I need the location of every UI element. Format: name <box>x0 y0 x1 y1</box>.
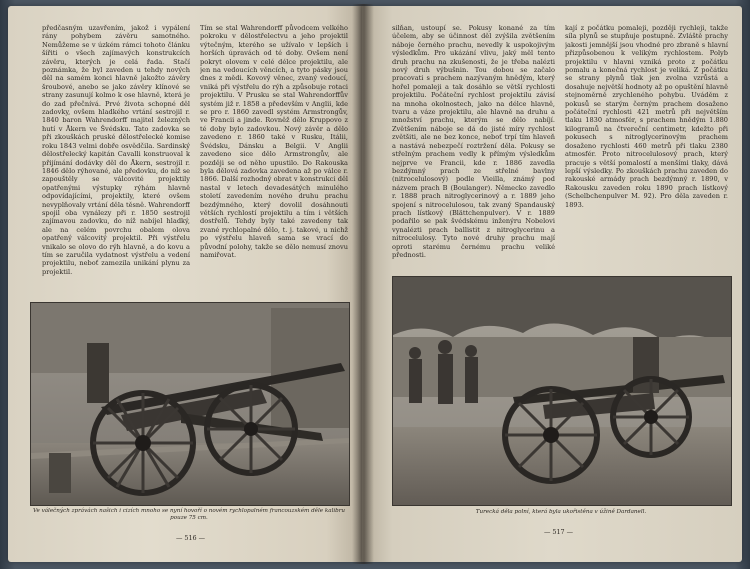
left-page-columns <box>42 24 348 302</box>
left-page-column-1: předčasným uzavřením, jakož i vypálení rány pohybem závěru samotného. Nemůžeme se v úzkém rámci tohoto článku šířiti o všech zajímavých konstrukcích závěru, kterých je celá řada. Stačí poznámka, že byl zaveden u tehdy nových děl na samém konci hlavně jakožto závěry šroubové, anebo se jako závěry klínové se strany zasunují kolmo k ose hlavně, která je do zad přečnívá. Prvé života schopné děl zadovky, ovšem hladkého vrtání sestrojil r. 1840 baron Wahrendorff majitel železných hutí v Åkern ve Švédsku. Tato zadovka se při zkouškách pruské dělostřelecké komise roku 1843 velmi dobře osvědčila. Sardinský dělostřelecký kapitán Cavalli konstruoval k přijímání dodávky děl do Åkern, sestrojil r. 1846 dělo rýhované, ale předovku, do níž se zapouštěly se válcovité projektily opatřenými výstupky rýhám hlavně odpovídajícími, projektily, které ovšem nevyplňovaly vrtání děla těsně. Wahrendorff spojil oba vynálezy při r. 1850 sestrojil zajímavou zadovku, do níž nabíjel hladký, ale na celém povrchu obalem olova opatřený válcovitý projektil. Při výstřelu vnikalo se olovo do rýh hlavně, a do kovu a tím se zaručila vydatnost výstřelu a vedení projektilu, neboť zamezila unikání plynu za projektil. <box>42 24 190 276</box>
photo-french-field-gun <box>30 302 350 506</box>
right-page-column-1: silňan, ustoupí se. Pokusy konané za tím účelem, aby se účinnost děl zvýšila zvětšením náboje černého prachu, nevedly k uspokojivým výsledkům. Pro ukázání vlivu, jaký měl tento druh prachu na zkušenosti, že je třeba nalézti nový druh výbušnin. Tou dobou se začalo pracovati s prachem nazývaným hnědým, který hořel pomaleji a tak dosáhlo se větší rychlosti projektilu. Počáteční rychlost projektilu závisí na mnoha okolnostech, jako na délce hlavně, tvaru a váze projektilu, ale hlavně na druhu a množství prachu, kterým se dělo nabíjí. Zvětšením náboje se dá do jisté míry rychlost zvětšiti, ale ne bez konce, neboť trpí tím hlaveň a nastává nebezpečí roztržení děla. Pokusy se střelným prachem vedly k přímým výsledkům nejprve ve Francii, kde r. 1886 zavedla bezdýmný prach ze střelné bavlny (nitrocelulosový) podle Vieilla, známý pod názvem prach B (Boulanger). Německo zavedlo r. 1888 prach nitroglycerinový a r. 1889 jeho spojení s nitrocelulosou, tak zvaný Spandauský prach lístkový (Blättchenpulver). V r. 1889 podařilo se pak švédskému inženýru Nobelovi vynalézti prach ballistit z nitroglycerinu a nitrocelulosy. Tyto nové druhy prachu mají oproti starému černému prachu veliké přednosti. <box>392 24 555 259</box>
photo-french-field-gun-drawing <box>31 303 349 505</box>
right-figure-caption: Turecká děla polní, která byla ukořistěna v úžině Dardanell. <box>475 509 647 515</box>
right-page-column-2: kají z počátku pomaleji, později rychleji, takže síla plynů se stupňuje postupně. Zvláště prachy jakosti jemnější jsou vhodné pro zbraně s hlavní přizpůsobenou k velikým rychlostem. Polyb projektilu v hlavni vzniká proto z počátku pomalu a konečná rychlost je veliká. Z počátku se strany plynů tlak jen zvolna vzrůstá a dosahuje největší hodnoty až po opuštění hlavně stejnoměrně zrychleného pohybu. Uváděm z pokusů se starým černým prachem dosaženo počáteční rychlosti 421 metrů při největším tlaku 1830 atmosfér, s prachem hnědým 1.880 kilogramů na čtvereční centimetr, kdežto při pokusech s nitroglycerinovým prachem dosaženo rychlosti 460 metrů při tlaku 2380 atmosfér. Proto nitrocelulosový prach, který pracuje s větší pomalostí a menšími tlaky, dává lepší výsledky. Po zkouškách prachu zaveden do rakouské armády prach bezdýmný r. 1890, v Rakousku zaveden roku 1890 prach lístkový (Schelbchenpulver M. 92). Pro děla zaveden r. 1893. <box>565 24 728 209</box>
photo-turkish-field-guns <box>392 276 732 506</box>
left-page-number: — 516 — <box>176 534 206 542</box>
left-page <box>8 6 362 562</box>
left-page-column-2: Tím se stal Wahrendorff původcem velkého pokroku v dělostřelectvu a jeho projektil výtečným, kterého se užívalo v lepších i horších úpravách od té doby. Ovšem není pokryt olovem v celé délce projektilu, ale jen na vedoucích věncích, a tyto pásky jsou dnes z mědi. Kovový věnec, zvaný vedoucí, vniká při výstřelu do rýh a způsobuje rotaci projektilu. V Prusku se stal Wahrendorffův systém již r. 1858 a především v Anglii, kde se pro r. 1860 zavedl systém Armstrongův, ve Francii a jinde. Rovněž dělo Kruppovo z té doby bylo zadovkou. Nový závěr a dělo zavedeno r. 1860 také v Rusku, Itálii, Švédsku, Dánsku a Belgii. V Anglii zavedeno sice dělo Armstrongův, ale později se od něho upustilo. Do Rakouska byla dělová zadovka zavedena až po válce r. 1866. Další rozhodný obrat v konstrukci děl nastal v letech devadesátých minulého století zavedením nového druhu prachu bezdýmného, který dovolil dosáhnouti větších rychlostí projektilu a tím i větších dostřelů. Tehdy byly také zavedeny tak zvané rychlopalné dělo, t. j. takové, u nichž po výstřelu hlaveň sama se vrací do původní polohy, takže se dělo nemusí znovu namiřovat. <box>200 24 348 259</box>
photo-turkish-field-guns-drawing <box>393 277 731 505</box>
right-page <box>362 6 742 562</box>
left-figure-caption: Ve válečných zprávách našich i cizích mnoho se nyní hovoří o novém rychlopalném francouzském děle kalibru pouze 75 cm. <box>32 508 346 521</box>
right-page-number: — 517 — <box>544 528 574 536</box>
right-page-columns <box>392 24 728 276</box>
